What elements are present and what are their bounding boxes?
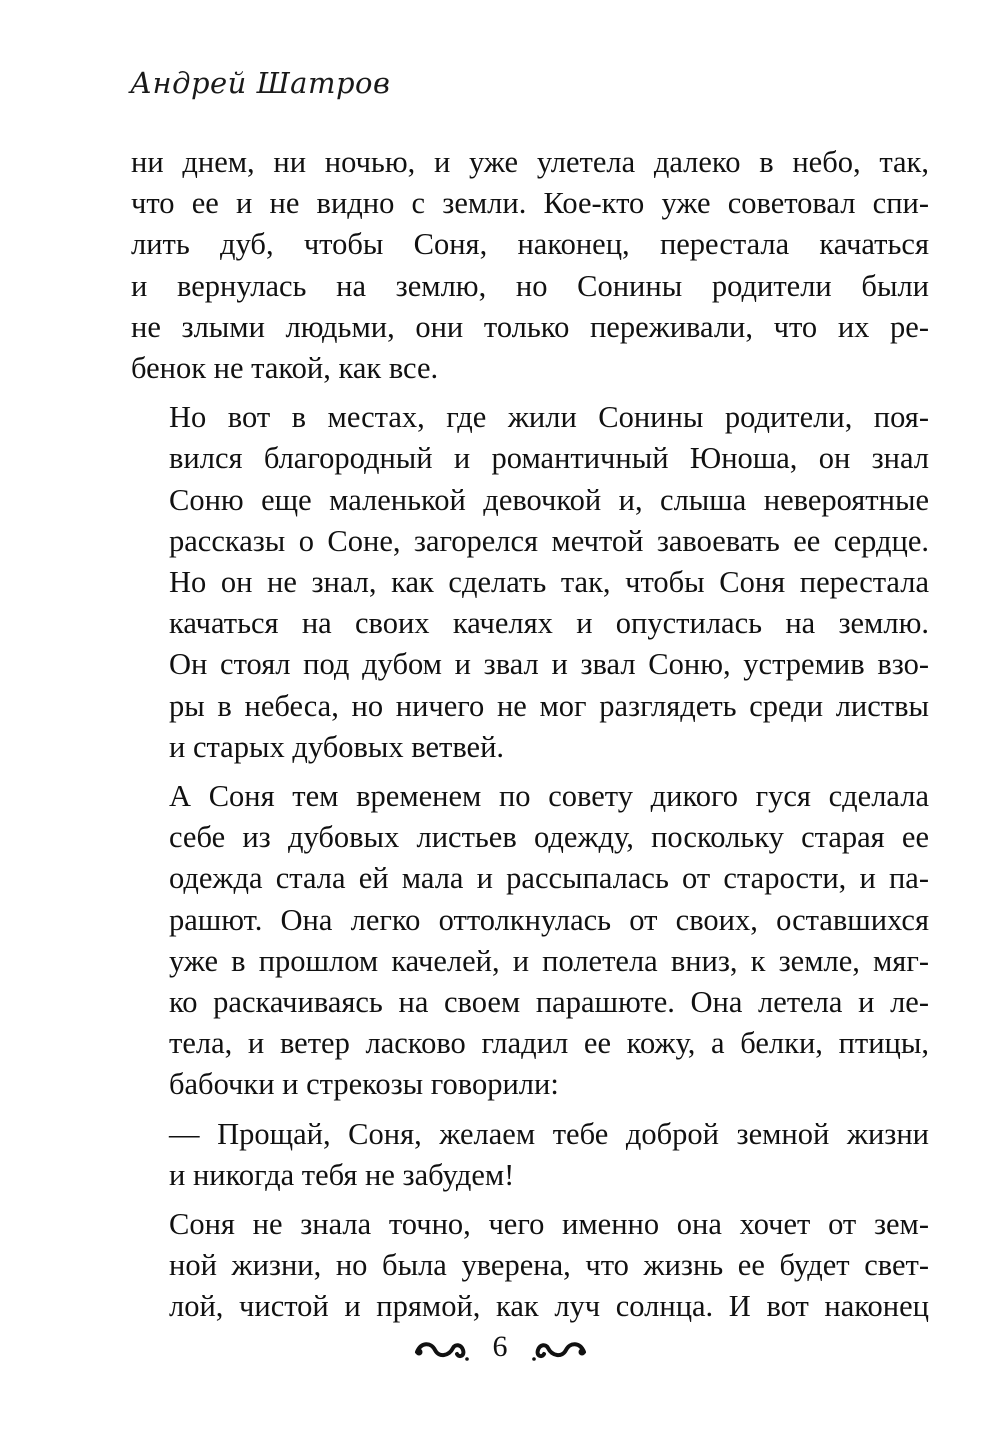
text-line: рашют. Она легко оттолкнулась от своих, оставшихся xyxy=(169,902,929,937)
body-text xyxy=(131,142,929,1336)
paragraph xyxy=(131,1114,929,1196)
text-line: и вернулась на землю, но Сонины родители были xyxy=(131,268,929,303)
text-line: качаться на своих качелях и опустилась на землю. xyxy=(169,606,929,641)
text-line: вился благородный и романтичный Юноша, он знал xyxy=(169,441,929,476)
paragraph xyxy=(131,142,929,389)
text-line: Соня не знала точно, чего именно она хочет от зем- xyxy=(169,1207,929,1242)
text-line: себе из дубовых листьев одежду, поскольку старая ее xyxy=(169,820,929,855)
text-line: что ее и не видно с земли. Кое-кто уже советовал спи- xyxy=(131,186,929,221)
text-line: Но вот в местах, где жили Сонины родители, поя- xyxy=(169,400,929,435)
text-line: рассказы о Соне, загорелся мечтой завоевать ее сердце. xyxy=(169,523,929,558)
running-head-author: Андрей Шатров xyxy=(130,66,391,100)
text-line: и никогда тебя не забудем! xyxy=(169,1157,515,1192)
swash-right-icon xyxy=(530,1332,588,1362)
text-line: и старых дубовых ветвей. xyxy=(169,729,505,764)
swash-left-icon xyxy=(413,1332,471,1362)
text-line: лить дуб, чтобы Соня, наконец, перестала качаться xyxy=(131,227,929,262)
text-line: одежда стала ей мала и рассыпалась от старости, и па- xyxy=(169,861,929,896)
text-line: ко раскачиваясь на своем парашюте. Она летела и ле- xyxy=(169,985,929,1020)
page-folio xyxy=(0,1322,1000,1372)
text-line: Но он не знал, как сделать так, чтобы Соня перестала xyxy=(169,565,929,600)
text-line: не злыми людьми, они только переживали, что их ре- xyxy=(131,309,929,344)
paragraph xyxy=(131,397,929,768)
text-line: Соню еще маленькой девочкой и, слыша невероятные xyxy=(169,482,929,517)
text-line: ни днем, ни ночью, и уже улетела далеко в небо, так, xyxy=(131,145,929,179)
page-number: 6 xyxy=(492,1330,508,1363)
text-line: бенок не такой, как все. xyxy=(131,351,439,386)
paragraph xyxy=(131,1204,929,1328)
text-line: — Прощай, Соня, желаем тебе доброй земной жизни xyxy=(169,1116,929,1151)
text-line: ры в небеса, но ничего не мог разглядеть среди листвы xyxy=(169,688,929,723)
paragraph xyxy=(131,776,929,1106)
text-line: Он стоял под дубом и звал и звал Соню, устремив взо- xyxy=(169,647,929,682)
text-line: ной жизни, но была уверена, что жизнь ее будет свет- xyxy=(169,1248,929,1283)
text-line: А Соня тем временем по совету дикого гуся сделала xyxy=(169,779,929,814)
text-line: уже в прошлом качелей, и полетела вниз, к земле, мяг- xyxy=(169,943,929,978)
text-line: тела, и ветер ласково гладил ее кожу, а белки, птицы, xyxy=(169,1026,929,1061)
text-line: бабочки и стрекозы говорили: xyxy=(169,1067,559,1102)
text-line: лой, чистой и прямой, как луч солнца. И вот наконец xyxy=(169,1289,929,1324)
